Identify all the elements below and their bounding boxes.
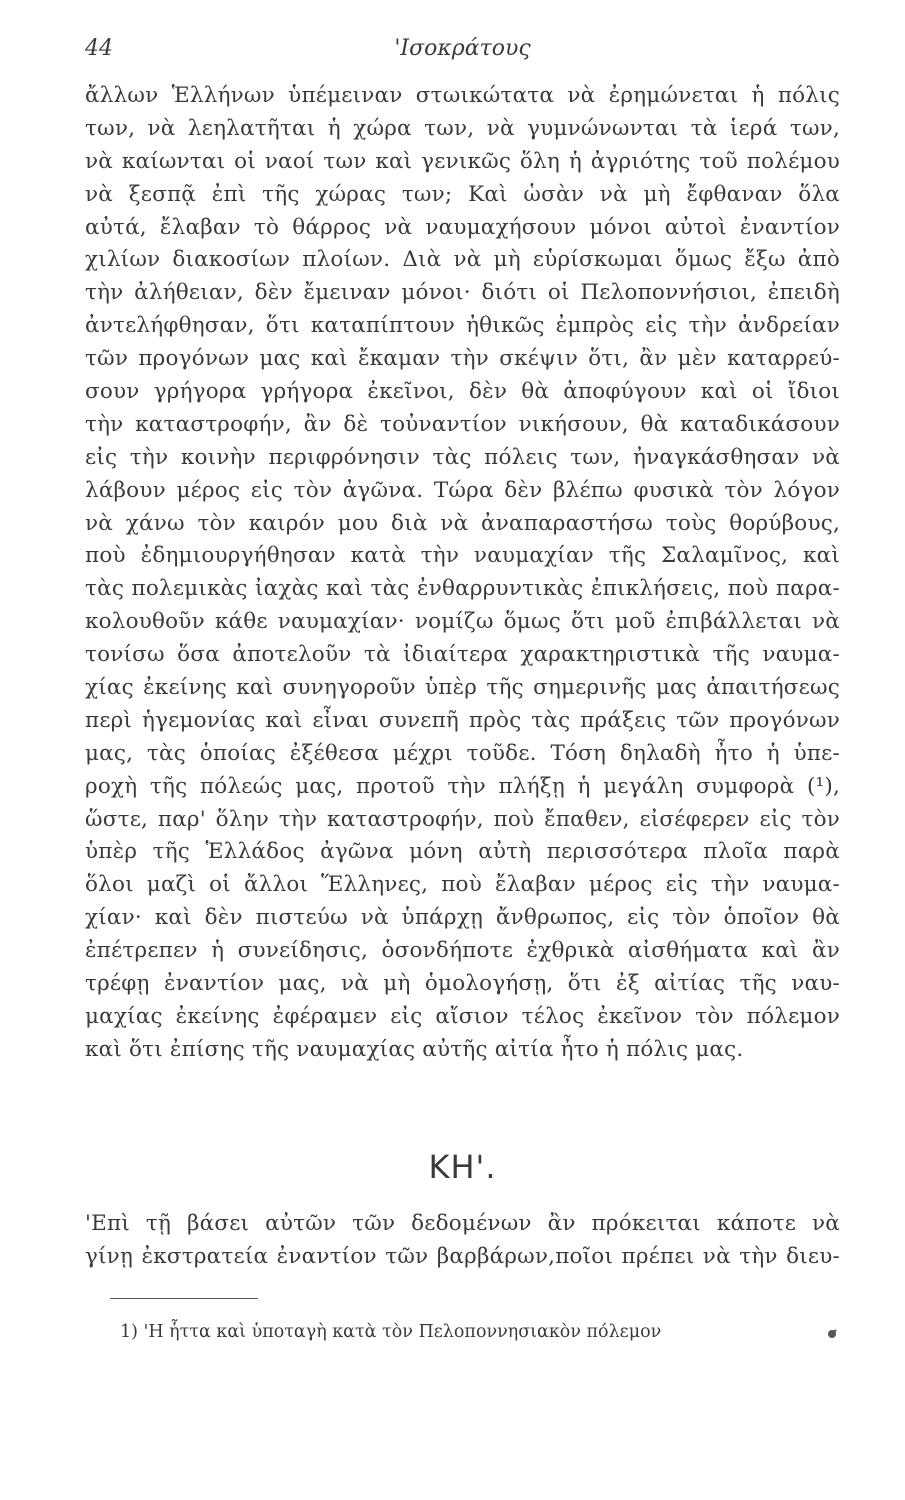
- text-line: χίαν· καὶ δὲν πιστεύω νὰ ὑπάρχῃ ἄνθρωπος, εἰς τὸν ὁποῖον θὰ: [85, 905, 840, 931]
- text-line: 'Επὶ τῇ βάσει αὐτῶν τῶν δεδομένων ἂν πρόκειται κάποτε νὰ: [85, 1211, 840, 1236]
- text-line: ἄλλων Ἑλλήνων ὑπέμειναν στωικώτατα νὰ ἐρημώνεται ἡ πόλις: [85, 83, 840, 108]
- text-line: τὴν ἀλήθειαν, δὲν ἔμειναν μόνοι· διότι οἱ Πελοποννήσιοι, ἐπειδὴ: [85, 280, 840, 306]
- footnote: 1) 'Η ἧττα καὶ ὑποταγὴ κατὰ τὸν Πελοποννησιακὸν πόλεμον: [120, 1322, 662, 1342]
- page-number: 44: [85, 36, 113, 61]
- text-line: χίας ἐκείνης καὶ συνηγοροῦν ὑπὲρ τῆς σημερινῆς μας ἀπαιτήσεως: [85, 675, 840, 701]
- text-line: μας, τὰς ὁποίας ἐξέθεσα μέχρι τοῦδε. Τόση δηλαδὴ ἦτο ἡ ὑπε-: [85, 740, 840, 766]
- ink-speck-icon: [826, 1328, 838, 1340]
- text-line: χιλίων διακοσίων πλοίων. Διὰ νὰ μὴ εὑρίσκωμαι ὅμως ἔξω ἀπὸ: [85, 247, 840, 273]
- text-line: κολουθοῦν κάθε ναυμαχίαν· νομίζω ὅμως ὅτι μοῦ ἐπιβάλλεται νὰ: [85, 609, 840, 635]
- text-line: περὶ ἡγεμονίας καὶ εἶναι συνεπῆ πρὸς τὰς πράξεις τῶν προγόνων: [85, 707, 840, 733]
- text-line: ὥστε, παρ' ὅλην τὴν καταστροφήν, ποὺ ἔπαθεν, εἰσέφερεν εἰς τὸν: [85, 806, 840, 832]
- text-line: ἀντελήφθησαν, ὅτι καταπίπτουν ἠθικῶς ἐμπρὸς εἰς τὴν ἀνδρείαν: [85, 313, 840, 339]
- text-line: ποὺ ἐδημιουργήθησαν κατὰ τὴν ναυμαχίαν τῆς Σαλαμῖνος, καὶ: [85, 543, 840, 569]
- text-line: γίνῃ ἐκστρατεία ἐναντίον τῶν βαρβάρων,ποῖοι πρέπει νὰ τὴν διευ-: [85, 1243, 840, 1269]
- text-line: ἐπέτρεπεν ἡ συνείδησις, ὁσονδήποτε ἐχθρικὰ αἰσθήματα καὶ ἂν: [85, 938, 840, 964]
- text-line: των, νὰ λεηλατῆται ἡ χώρα των, νὰ γυμνώνωνται τὰ ἱερά των,: [85, 115, 840, 141]
- text-line: τὴν καταστροφήν, ἂν δὲ τοὐναντίον νικήσουν, θὰ καταδικάσουν: [85, 411, 840, 437]
- body-text: [85, 80, 840, 1067]
- section-text: [85, 1208, 840, 1274]
- text-line: ὅλοι μαζὶ οἱ ἄλλοι Ἕλληνες, ποὺ ἔλαβαν μέρος εἰς τὴν ναυμα-: [85, 872, 840, 898]
- text-line: νὰ ξεσπᾷ ἐπὶ τῆς χώρας των; Καὶ ὡσὰν νὰ μὴ ἔφθαναν ὅλα: [85, 181, 840, 207]
- text-line: ροχὴ τῆς πόλεώς μας, προτοῦ τὴν πλήξῃ ἡ μεγάλη συμφορὰ (¹),: [85, 773, 840, 799]
- text-line: μαχίας ἐκείνης ἐφέραμεν εἰς αἴσιον τέλος ἐκεῖνον τὸν πόλεμον: [85, 1003, 840, 1029]
- text-line: τῶν προγόνων μας καὶ ἔκαμαν τὴν σκέψιν ὅτι, ἂν μὲν καταρρεύ-: [85, 346, 840, 372]
- footnote-rule: [110, 1298, 258, 1299]
- text-line: εἰς τὴν κοινὴν περιφρόνησιν τὰς πόλεις των, ἠναγκάσθησαν νὰ: [85, 444, 840, 470]
- text-line: ὑπὲρ τῆς Ἑλλάδος ἀγῶνα μόνη αὐτὴ περισσότερα πλοῖα παρὰ: [85, 839, 840, 865]
- text-line: καὶ ὅτι ἐπίσης τῆς ναυμαχίας αὐτῆς αἰτία ἦτο ἡ πόλις μας.: [85, 1036, 744, 1062]
- text-line: τρέφῃ ἐναντίον μας, νὰ μὴ ὁμολογήσῃ, ὅτι ἐξ αἰτίας τῆς ναυ-: [85, 971, 840, 997]
- text-line: νὰ καίωνται οἱ ναοί των καὶ γενικῶς ὅλη ἡ ἀγριότης τοῦ πολέμου: [85, 148, 840, 174]
- running-title: 'Ισοκράτους: [394, 36, 531, 61]
- text-line: σουν γρήγορα γρήγορα ἐκεῖνοι, δὲν θὰ ἀποφύγουν καὶ οἱ ἴδιοι: [85, 379, 840, 405]
- text-line: τονίσω ὅσα ἀποτελοῦν τὰ ἰδιαίτερα χαρακτηριστικὰ τῆς ναυμα-: [85, 642, 840, 668]
- text-line: νὰ χάνω τὸν καιρόν μου διὰ νὰ ἀναπαραστήσω τοὺς θορύβους,: [85, 510, 840, 536]
- page-header: [85, 36, 840, 66]
- section-heading: ΚΗ'.: [428, 1148, 497, 1186]
- text-line: αὐτά, ἔλαβαν τὸ θάρρος νὰ ναυμαχήσουν μόνοι αὐτοὶ ἐναντίον: [85, 214, 840, 240]
- text-line: τὰς πολεμικὰς ἰαχὰς καὶ τὰς ἐνθαρρυντικὰς ἐπικλήσεις, ποὺ παρα-: [85, 576, 840, 602]
- text-line: λάβουν μέρος εἰς τὸν ἀγῶνα. Τώρα δὲν βλέπω φυσικὰ τὸν λόγον: [85, 477, 840, 503]
